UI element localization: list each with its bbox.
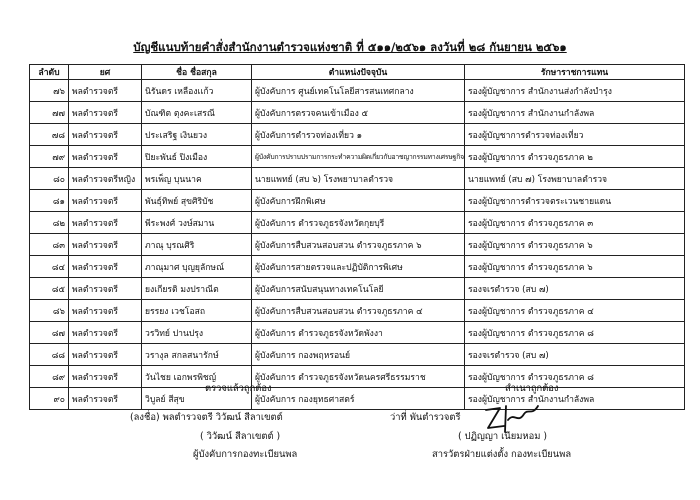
name-cell: บัณฑิต ตุงคะเสรณี (142, 102, 252, 124)
rank-cell: พลตำรวจตรี (69, 234, 142, 256)
name-cell: ภาณุมาศ บุญยุลักษณ์ (142, 256, 252, 278)
rank-cell: พลตำรวจตรี (69, 388, 142, 410)
rank-cell: พลตำรวจตรี (69, 366, 142, 388)
name-cell: วรางุล สกลสนารักษ์ (142, 344, 252, 366)
acting-position-cell: รองผู้บัญชาการ ตำรวจภูธรภาค ๒ (465, 146, 685, 168)
current-position-cell: นายแพทย์ (สบ ๖) โรงพยาบาลตำรวจ (252, 168, 465, 190)
acting-position-cell: รองผู้บัญชาการ ตำรวจภูธรภาค ๘ (465, 366, 685, 388)
acting-position-cell: รองผู้บัญชาการ ตำรวจภูธรภาค ๖ (465, 256, 685, 278)
rank-cell: พลตำรวจตรี (69, 256, 142, 278)
certify-label: ตรวจแล้วถูกต้อง (205, 383, 272, 394)
table-row (30, 344, 685, 366)
copy-certify-label: สำเนาถูกต้อง (505, 383, 559, 394)
rank-cell: พลตำรวจตรี (69, 344, 142, 366)
current-position-cell: ผู้บังคับการ ตำรวจภูธรจังหวัดพังงา (252, 322, 465, 344)
table-row (30, 300, 685, 322)
rank-cell: พลตำรวจตรี (69, 146, 142, 168)
table-row (30, 190, 685, 212)
order-cell: ๗๘ (30, 124, 69, 146)
table-row (30, 388, 685, 410)
current-position-cell: ผู้บังคับการ ตำรวจภูธรจังหวัดนครศรีธรรมราช (252, 366, 465, 388)
header-current-position: ตำแหน่งปัจจุบัน (252, 65, 465, 80)
order-cell: ๘๗ (30, 322, 69, 344)
order-cell: ๙๐ (30, 388, 69, 410)
name-cell: วรวิทย์ ปานปรุง (142, 322, 252, 344)
table-row (30, 256, 685, 278)
name-cell: ประเสริฐ เงินยวง (142, 124, 252, 146)
document-title: บัญชีแนบท้ายคำสั่งสำนักงานตำรวจแห่งชาติ ที่ ๕๑๑/๒๕๖๑ ลงวันที่ ๒๘ กันยายน ๒๕๖๑ (133, 40, 567, 54)
acting-position-cell: รองจเรตำรวจ (สบ ๗) (465, 278, 685, 300)
rank-cell: พลตำรวจตรี (69, 300, 142, 322)
name-cell: ยงเกียรติ มงปราณีต (142, 278, 252, 300)
order-cell: ๘๐ (30, 168, 69, 190)
current-position-cell: ผู้บังคับการตำรวจท่องเที่ยว ๑ (252, 124, 465, 146)
rank-cell: พลตำรวจตรี (69, 80, 142, 102)
order-cell: ๘๕ (30, 278, 69, 300)
appointment-table (29, 64, 685, 410)
table-row (30, 146, 685, 168)
name-cell: พีระพงศ์ วงษ์สมาน (142, 212, 252, 234)
name-cell: นิรันดร เหลืองเเก้ว (142, 80, 252, 102)
order-cell: ๘๔ (30, 256, 69, 278)
header-order: ลำดับ (30, 65, 69, 80)
current-position-cell: ผู้บังคับการ ตำรวจภูธรจังหวัดกุยบุรี (252, 212, 465, 234)
acting-position-cell: นายแพทย์ (สบ ๗) โรงพยาบาลตำรวจ (465, 168, 685, 190)
left-signer-title: ผู้บังคับการกองทะเบียนพล (193, 449, 298, 460)
name-cell: พันธุ์ทิพย์ สุขศิริบัช (142, 190, 252, 212)
order-cell: ๗๖ (30, 80, 69, 102)
rank-cell: พลตำรวจตรี (69, 190, 142, 212)
header-rank: ยศ (69, 65, 142, 80)
acting-position-cell: รองผู้บัญชาการ สำนักงานส่งกำลังบำรุง (465, 80, 685, 102)
name-cell: ปิยะพันธ์ ปิงเมือง (142, 146, 252, 168)
order-cell: ๗๙ (30, 146, 69, 168)
current-position-cell: ผู้บังคับการ ศูนย์เทคโนโลยีสารสนเทศกลาง (252, 80, 465, 102)
current-position-cell: ผู้บังคับการสืบสวนสอบสวน ตำรวจภูธรภาค ๔ (252, 300, 465, 322)
order-cell: ๘๑ (30, 190, 69, 212)
rank-cell: พลตำรวจตรี (69, 278, 142, 300)
table-row (30, 102, 685, 124)
right-signer-name: ( ปฏิญญา เนียมหอม ) (458, 431, 548, 442)
table-row (30, 212, 685, 234)
right-signer-title: สารวัตรฝ่ายแต่งตั้ง กองทะเบียนพล (432, 449, 572, 460)
acting-position-cell: รองผู้บัญชาการ สำนักงานกำลังพล (465, 388, 685, 410)
table-row (30, 366, 685, 388)
acting-position-cell: รองผู้บัญชาการ สำนักงานกำลังพล (465, 102, 685, 124)
name-cell: วิบูลย์ สีสุข (142, 388, 252, 410)
acting-position-cell: รองจเรตำรวจ (สบ ๗) (465, 344, 685, 366)
rank-cell: พลตำรวจตรีหญิง (69, 168, 142, 190)
table-row (30, 278, 685, 300)
name-cell: วันไชย เอกพรพิชญ์ (142, 366, 252, 388)
order-cell: ๘๒ (30, 212, 69, 234)
order-cell: ๗๗ (30, 102, 69, 124)
table-row (30, 322, 685, 344)
rank-cell: พลตำรวจตรี (69, 124, 142, 146)
current-position-cell: ผู้บังคับการปราบปรามการกระทำความผิดเกี่ยวกับอาชญากรรมทางเศรษฐกิจ (252, 146, 465, 168)
acting-position-cell: รองผู้บัญชาการตำรวจท่องเที่ยว (465, 124, 685, 146)
order-cell: ๘๖ (30, 300, 69, 322)
acting-position-cell: รองผู้บัญชาการ ตำรวจภูธรภาค ๘ (465, 322, 685, 344)
header-name: ชื่อ ชื่อสกุล (142, 65, 252, 80)
name-cell: ภาณุ บุรณศิริ (142, 234, 252, 256)
rank-cell: พลตำรวจตรี (69, 102, 142, 124)
current-position-cell: ผู้บังคับการสายตรวจและปฏิบัติการพิเศษ (252, 256, 465, 278)
header-acting-position: รักษาราชการแทน (465, 65, 685, 80)
current-position-cell: ผู้บังคับการ กองพฤหรอนย์ (252, 344, 465, 366)
acting-position-cell: รองผู้บัญชาการ ตำรวจภูธรภาค ๓ (465, 212, 685, 234)
acting-position-cell: รองผู้บัญชาการตำรวจตระเวนชายแดน (465, 190, 685, 212)
acting-position-cell: รองผู้บัญชาการ ตำรวจภูธรภาค ๖ (465, 234, 685, 256)
table-row (30, 124, 685, 146)
table-row (30, 234, 685, 256)
order-cell: ๘๓ (30, 234, 69, 256)
acting-position-cell: รองผู้บัญชาการ ตำรวจภูธรภาค ๔ (465, 300, 685, 322)
current-position-cell: ผู้บังคับการ กองยุทธศาสตร์ (252, 388, 465, 410)
rank-cell: พลตำรวจตรี (69, 322, 142, 344)
table-row (30, 80, 685, 102)
order-cell: ๘๘ (30, 344, 69, 366)
left-signer-name: ( วิวัฒน์ สีลาเขตต์ ) (200, 431, 281, 442)
name-cell: พรเพ็ญ บุนนาค (142, 168, 252, 190)
rank-cell: พลตำรวจตรี (69, 212, 142, 234)
current-position-cell: ผู้บังคับการสืบสวนสอบสวน ตำรวจภูธรภาค ๖ (252, 234, 465, 256)
name-cell: ยรรยง เวชโอสถ (142, 300, 252, 322)
current-position-cell: ผู้บังคับการฝึกพิเศษ (252, 190, 465, 212)
left-signed-line: (ลงชื่อ) พลตำรวจตรี วิวัฒน์ สีลาเขตต์ (130, 412, 283, 423)
current-position-cell: ผู้บังคับการสนับสนุนทางเทคโนโลยี (252, 278, 465, 300)
table-row (30, 168, 685, 190)
right-signer-rank: ว่าที่ พันตำรวจตรี (390, 412, 461, 423)
table-header-row (30, 65, 685, 80)
current-position-cell: ผู้บังคับการตรวจคนเข้าเมือง ๕ (252, 102, 465, 124)
order-cell: ๘๙ (30, 366, 69, 388)
